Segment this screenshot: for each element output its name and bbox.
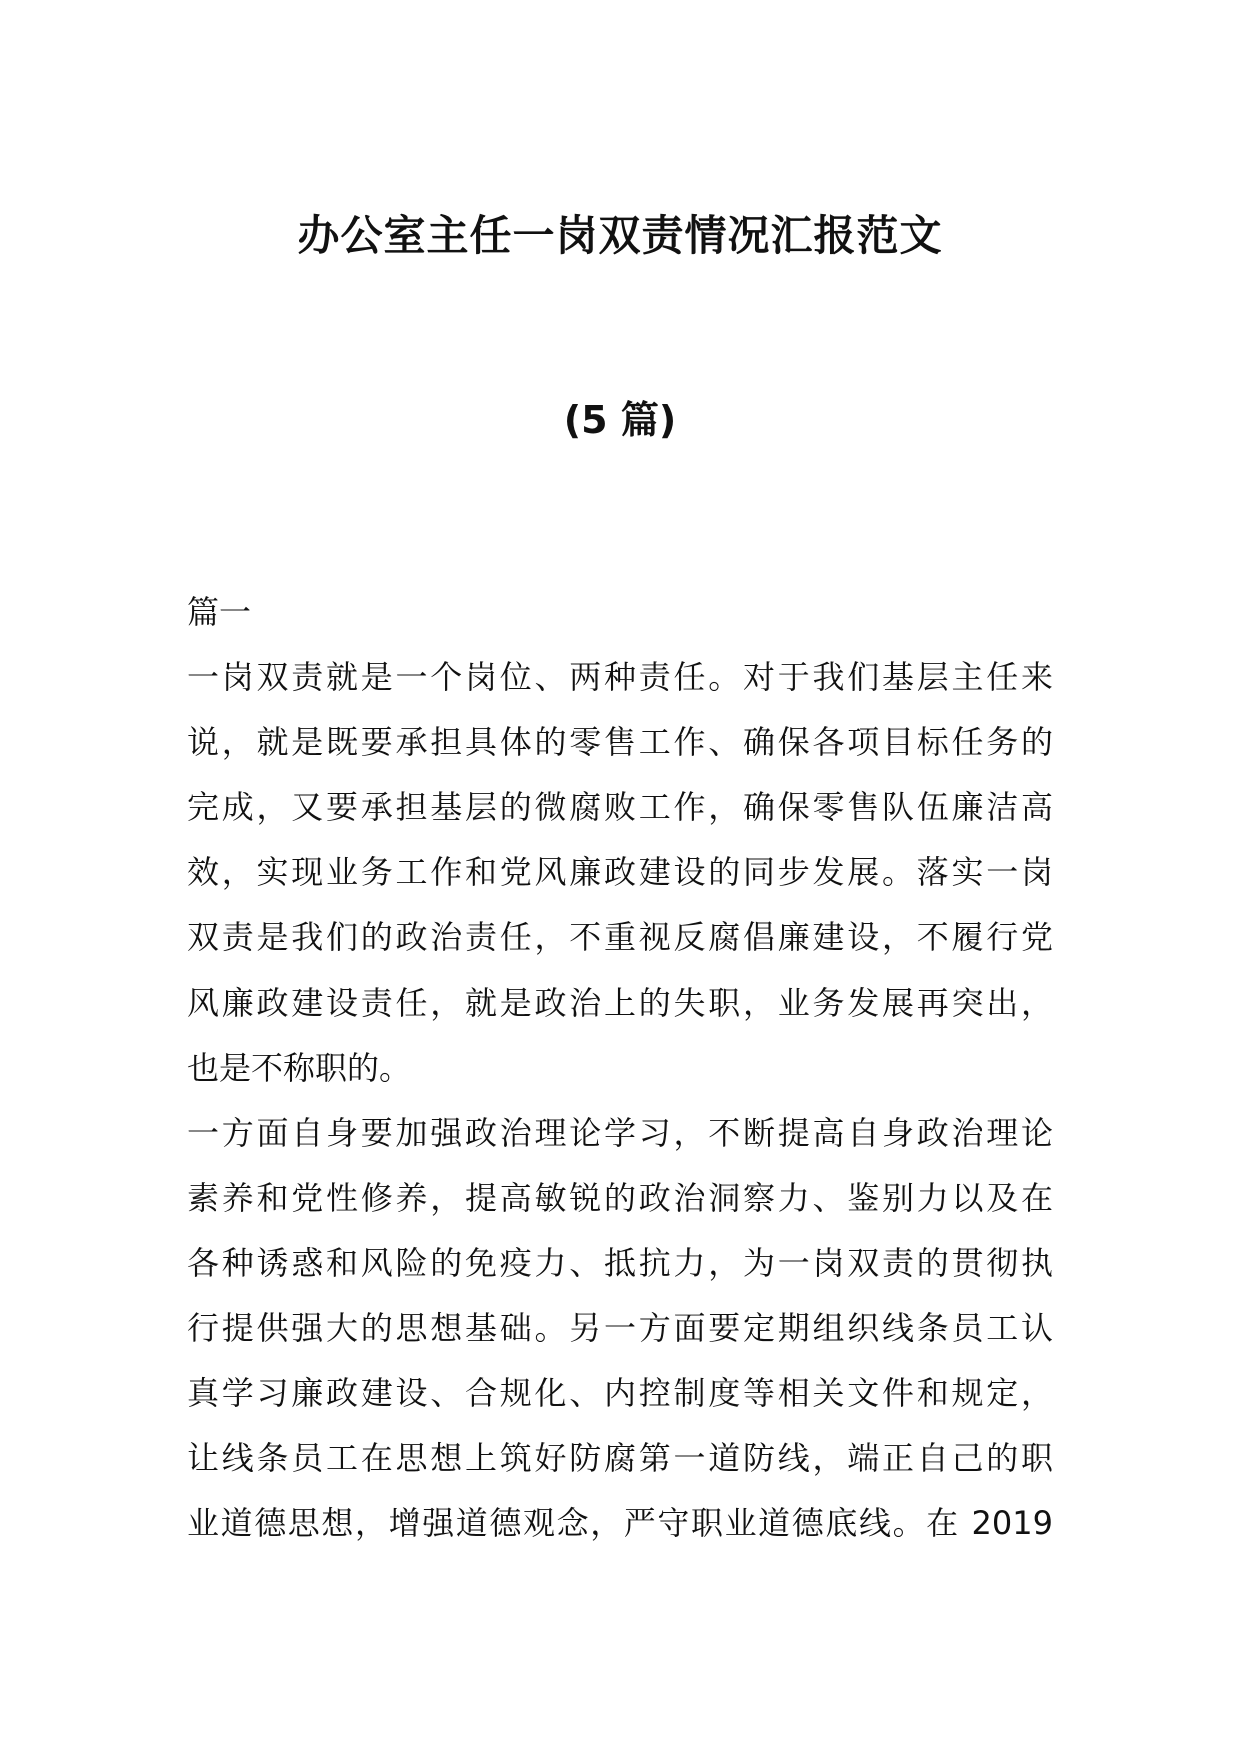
body-line: 效，实现业务工作和党风廉政建设的同步发展。落实一岗: [187, 853, 1053, 892]
document-body: [187, 580, 1053, 1556]
body-line: 行提供强大的思想基础。另一方面要定期组织线条员工认: [187, 1309, 1053, 1348]
body-line: 让线条员工在思想上筑好防腐第一道防线，端正自己的职: [187, 1439, 1053, 1478]
body-line: 一岗双责就是一个岗位、两种责任。对于我们基层主任来: [187, 658, 1053, 697]
body-line: 一方面自身要加强政治理论学习，不断提高自身政治理论: [187, 1113, 1053, 1152]
body-line: 素养和党性修养，提高敏锐的政治洞察力、鉴别力以及在: [187, 1178, 1053, 1217]
body-line: 说，就是既要承担具体的零售工作、确保各项目标任务的: [187, 723, 1053, 762]
body-line: 各种诱惑和风险的免疫力、抵抗力，为一岗双责的贯彻执: [187, 1243, 1053, 1282]
body-line: 风廉政建设责任，就是政治上的失职，业务发展再突出，: [187, 983, 1053, 1022]
body-line: 真学习廉政建设、合规化、内控制度等相关文件和规定，: [187, 1374, 1053, 1413]
body-line: 也是不称职的。: [187, 1048, 412, 1087]
document-subtitle: (5 篇): [563, 398, 677, 442]
body-line: 完成，又要承担基层的微腐败工作，确保零售队伍廉洁高: [187, 788, 1053, 827]
document-title: 办公室主任一岗双责情况汇报范文: [297, 211, 943, 260]
section-heading: 篇一: [187, 593, 252, 631]
body-line: 双责是我们的政治责任，不重视反腐倡廉建设，不履行党: [187, 918, 1053, 957]
body-line: 业道德思想，增强道德观念，严守职业道德底线。在 2019: [187, 1504, 1053, 1543]
